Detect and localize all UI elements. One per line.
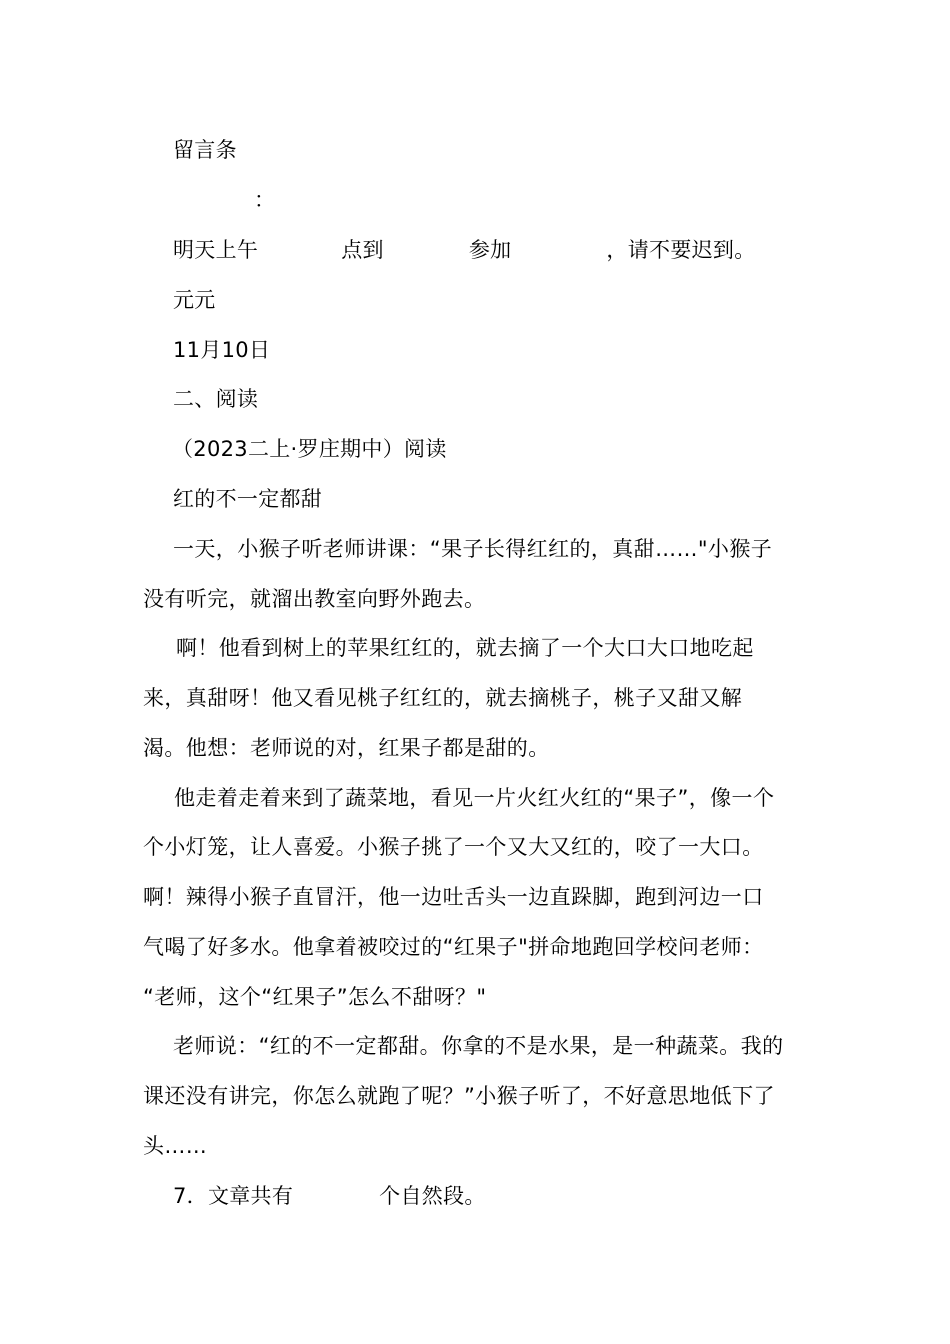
section-source: （2023二上·罗庄期中）阅读: [172, 437, 447, 461]
story-p3-line-4: 气喝了好多水。他拿着被咬过的“红果子"拼命地跑回学校问老师：: [143, 935, 764, 959]
story-p1-line-2: 没有听完，就溜出教室向野外跑去。: [143, 587, 486, 611]
note-body: [173, 236, 756, 264]
note-title: 留言条: [173, 138, 237, 162]
story-p2-line-3: 渴。他想：老师说的对，红果子都是甜的。: [143, 736, 550, 760]
note-body-part-1: 明天上午: [173, 238, 259, 262]
question-7: [173, 1182, 486, 1210]
story-p2-line-2: 来，真甜呀！他又看见桃子红红的，就去摘桃子，桃子又甜又解: [143, 686, 743, 710]
story-p4-line-2: 课还没有讲完，你怎么就跑了呢？”小猴子听了，不好意思地低下了: [143, 1084, 775, 1108]
story-p3-line-2: 个小灯笼，让人喜爱。小猴子挑了一个又大又红的，咬了一大口。: [143, 835, 764, 859]
story-p4-line-1: 老师说：“红的不一定都甜。你拿的不是水果，是一种蔬菜。我的: [173, 1034, 784, 1058]
note-body-part-3: 参加: [468, 238, 512, 262]
story-p4-line-3: 头……: [143, 1134, 208, 1158]
story-title: 红的不一定都甜: [173, 487, 323, 511]
salutation-colon: ：: [254, 188, 276, 212]
question-7-prefix: 7．文章共有: [173, 1184, 294, 1208]
note-signature: 元元: [173, 288, 216, 312]
story-p1-line-1: 一天，小猴子听老师讲课：“果子长得红红的，真甜……"小猴子: [173, 537, 773, 561]
story-p2-line-1: 啊！他看到树上的苹果红红的，就去摘了一个大口大口地吃起: [176, 636, 754, 660]
story-p3-line-1: 他走着走着来到了蔬菜地，看见一片火红火红的“果子”，像一个: [174, 786, 775, 810]
note-body-part-2: 点到: [341, 238, 384, 262]
note-body-part-4: ，请不要迟到。: [606, 238, 756, 262]
section-heading: 二、阅读: [173, 387, 259, 411]
note-date: 11月10日: [173, 338, 271, 362]
question-7-suffix: 个自然段。: [379, 1184, 486, 1208]
story-p3-line-3: 啊！辣得小猴子直冒汗，他一边吐舌头一边直跺脚，跑到河边一口: [143, 885, 764, 909]
story-p3-line-5: “老师，这个“红果子”怎么不甜呀？": [143, 985, 487, 1009]
